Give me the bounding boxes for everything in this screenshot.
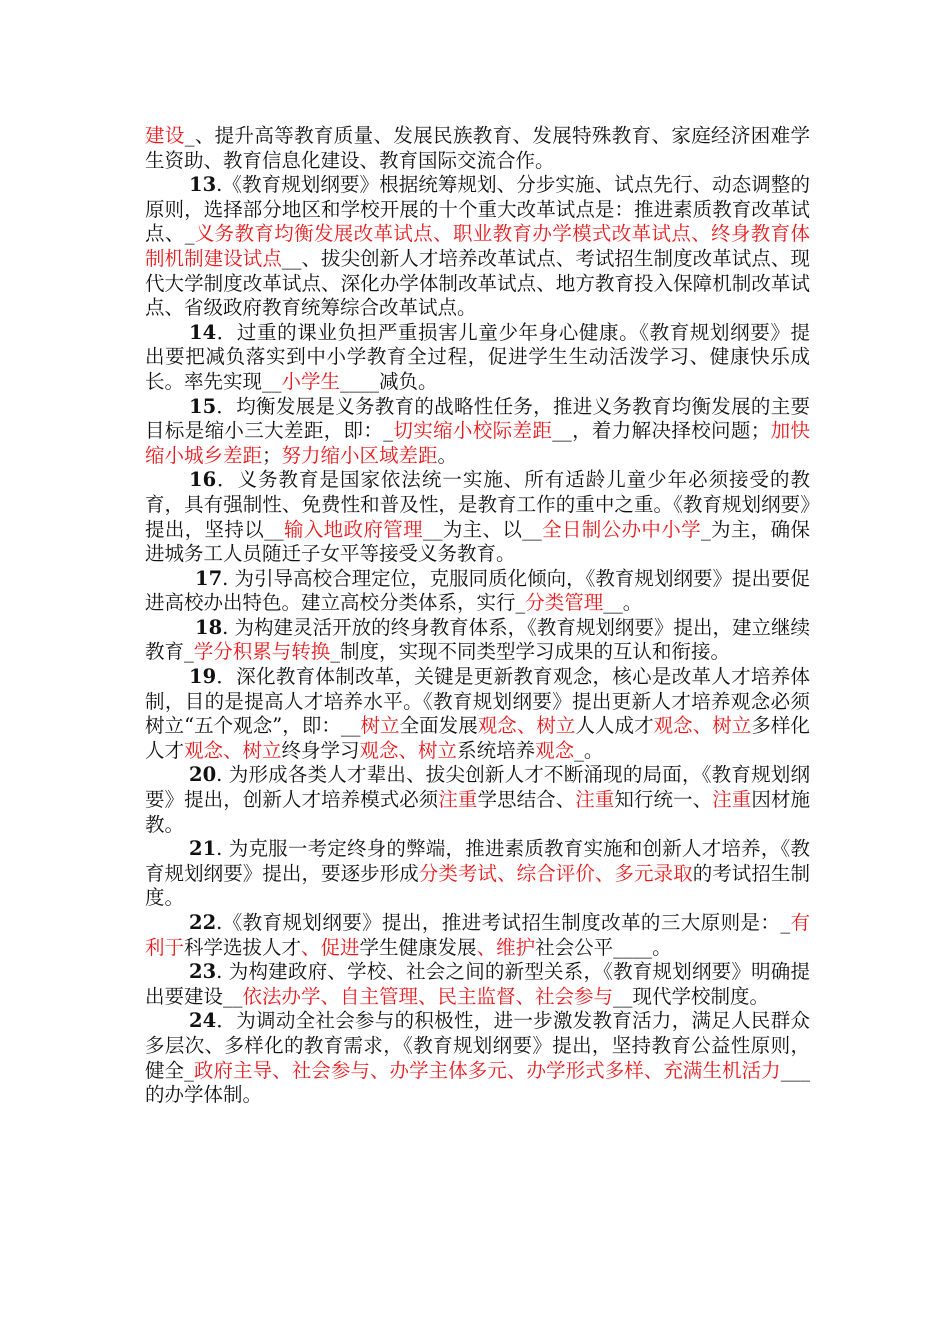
paragraph [145,616,810,665]
paragraph [145,763,810,837]
answer-text: 全日制公办中小学 [541,517,701,541]
body-text: 系统培养 [457,738,536,762]
body-text: 全面发展 [399,714,478,738]
answer-text: 加快缩小城乡差距 [145,419,810,467]
item-number: 18 [195,615,223,639]
item-number: 23 [189,960,217,984]
paragraph [145,1009,810,1107]
answer-text: 依法办学、自主管理、民主监督、社会参与 [242,984,614,1008]
paragraph [145,665,810,763]
answer-text: 注重 [575,788,615,812]
body-text: ____减负。 [340,369,438,393]
body-text: . 为构建政府、学校、社会之间的新型关系，《教育规划纲要》明确提出要建设__ [145,960,810,1008]
item-number: 20 [189,763,217,787]
body-text: ．为调动全社会参与的积极性，进一步激发教育活力，满足人民群众多层次、多样化的教育需求，《教育规划纲要》提出，坚持教育公益性原则，健全_ [145,1009,810,1082]
answer-text: 树立 [360,714,400,738]
body-text: 。 [437,443,458,467]
body-text: ； [262,443,282,467]
answer-text: 注重 [712,788,752,812]
body-text: 多样化人才 [145,714,810,762]
body-text: .《教育规划纲要》提出，推进考试招生制度改革的三大原则是：_ [216,911,791,934]
paragraph [145,395,810,469]
answer-text: 努力缩小区域差距 [281,443,438,467]
answer-text: 分类考试、综合评价、多元录取 [418,861,693,885]
paragraph [145,321,810,395]
body-text: ．义务教育是国家依法统一实施、所有适龄儿童少年必须接受的教育，具有强制性、免费性和普及性，是教育工作的重中之重。《教育规划纲要》提出，坚持以__ [145,468,810,541]
item-number: 13 [189,173,217,197]
answer-text: 观念 [535,738,575,762]
body-text: _制度，实现不同类型学习成果的互认和衔接。 [330,640,731,664]
paragraph [145,124,810,173]
answer-text: 观念、树立 [359,738,458,762]
answer-text: 义务教育均衡发展改革试点、职业教育办学模式改革试点、终身教育体制机制建设试点 [145,222,810,270]
answer-text: 、维护 [476,935,536,959]
body-text: ．深化教育体制改革，关键是更新教育观念，核心是改革人才培养体制，目的是提高人才培养水平。《教育规划纲要》提出更新人才培养观念必须树立“五个观念”，即：__ [145,665,810,738]
body-text: ___的办学体制。 [145,1058,810,1107]
paragraph [145,468,810,566]
body-text: _。 [574,738,604,762]
answer-text: 学分积累与转换 [193,640,331,664]
item-number: 15 [189,394,217,418]
body-text: . 为形成各类人才辈出、拔尖创新人才不断涌现的局面，《教育规划纲要》提出，创新人才培养模式必须 [145,763,810,812]
answer-text: 观念、树立 [653,714,752,738]
body-text: . 为构建灵活开放的终身教育体系，《教育规划纲要》提出，建立继续教育_ [145,615,810,664]
body-text: _为主，确保进城务工人员随迁子女平等接受义务教育。 [145,517,810,566]
body-text: 终身学习 [281,738,360,762]
document-body [145,124,810,1108]
body-text: . 为克服一考定终身的弊端，推进素质教育实施和创新人才培养，《教育规划纲要》提出，要逐步形成 [145,837,810,885]
body-text: _、提升高等教育质量、发展民族教育、发展特殊教育、家庭经济困难学生资助、教育信息化建设、教育国际交流合作。 [145,124,810,172]
body-text: __为主、以__ [422,517,542,541]
body-text: 的考试招生制度。 [145,861,810,910]
paragraph [145,173,810,321]
answer-text: 注重 [438,788,478,812]
answer-text: 输入地政府管理 [283,517,423,541]
body-text: 学生健康发展 [359,935,477,959]
answer-text: 分类管理 [525,591,604,615]
body-text: ．过重的课业负担严重损害儿童少年身心健康。《教育规划纲要》提出要把减负落实到中小学教育全过程，促进学生生动活泼学习、健康快乐成长。率先实现__ [145,320,810,393]
body-text: .《教育规划纲要》根据统筹规划、分步实施、试点先行、动态调整的原则，选择部分地区和学校开展的十个重大改革试点是：推进素质教育改革试点、_ [145,173,810,246]
body-text: __现代学校制度。 [613,984,770,1008]
body-text: 科学选拔人才 [184,935,302,959]
body-text: 学思结合、 [477,788,576,812]
body-text: __，着力解决择校问题； [552,419,771,443]
answer-text: 小学生 [281,369,341,393]
item-number: 16 [189,468,217,492]
body-text: . 为引导高校合理定位，克服同质化倾向，《教育规划纲要》提出要促进高校办出特色。建立高校分类体系，实行_ [145,566,810,615]
answer-text: 政府主导、社会参与、办学主体多元、办学形式多样、充满生机活力 [193,1058,781,1082]
item-number: 24 [189,1009,217,1033]
body-text: 因材施教。 [145,788,810,836]
item-number: 21 [189,837,217,861]
item-number: 14 [189,320,217,344]
paragraph [145,567,810,616]
item-number: 19 [189,665,217,689]
paragraph [145,960,810,1009]
answer-text: 观念、树立 [477,714,576,738]
body-text: __、拔尖创新人才培养改革试点、考试招生制度改革试点、现代大学制度改革试点、深化办学体制改革试点、地方教育投入保障机制改革试点、省级政府教育统筹综合改革试点。 [145,246,810,320]
answer-text: 切实缩小校际差距 [393,419,553,443]
answer-text: 有利于 [145,911,810,959]
body-text: __。 [603,591,643,615]
answer-text: 建设 [145,124,185,147]
answer-text: 观念、树立 [184,738,282,762]
body-text: ．均衡发展是义务教育的战略性任务，推进义务教育均衡发展的主要目标是缩小三大差距，即：_ [145,394,810,443]
body-text: 社会公平____。 [535,935,672,959]
answer-text: 、促进 [301,935,360,959]
paragraph [145,837,810,911]
paragraph [145,911,810,960]
item-number: 17 [195,566,223,590]
body-text: 知行统一、 [614,788,713,812]
body-text: 人人成才 [575,714,654,738]
item-number: 22 [189,911,217,934]
